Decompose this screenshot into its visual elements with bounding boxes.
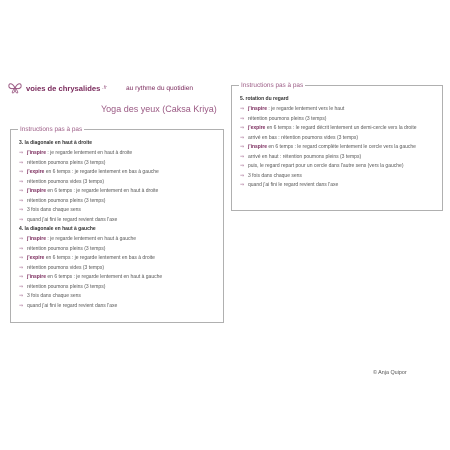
instruction-item — [240, 173, 436, 179]
instruction-keyword: j'expire — [248, 125, 266, 131]
arrow-icon: ⇒ — [240, 134, 245, 141]
instruction-item — [240, 106, 436, 112]
section-title: 4. la diagonale en haut à gauche — [19, 226, 96, 232]
tagline: au rythme du quotidien — [126, 85, 194, 92]
arrow-icon: ⇒ — [19, 236, 24, 242]
instruction-text: : je regarde lentement en haut à droite — [45, 150, 133, 156]
instruction-item — [19, 150, 217, 156]
instruction-keyword: j'inspire — [27, 188, 46, 194]
brand-logo — [8, 80, 122, 96]
instruction-item — [19, 284, 217, 290]
arrow-icon: ⇒ — [19, 178, 24, 185]
instruction-item — [240, 125, 436, 131]
section-title: 5. rotation du regard — [240, 96, 289, 102]
arrow-icon: ⇒ — [19, 264, 24, 271]
instruction-text: rétention poumons vides (3 temps) — [27, 264, 104, 271]
instruction-item — [240, 163, 436, 169]
arrow-icon: ⇒ — [19, 245, 24, 252]
arrow-icon: ⇒ — [19, 302, 24, 309]
instruction-text: 3 fois dans chaque sens — [27, 293, 81, 299]
instruction-text: quand j'ai fini le regard revient dans l'axe — [248, 182, 339, 188]
box-legend: Instructions pas à pas — [20, 126, 83, 133]
instructions-box-left — [10, 126, 224, 323]
brand-name: voies de chrysalides — [26, 83, 101, 93]
instruction-item — [240, 182, 436, 188]
instruction-item — [19, 179, 217, 185]
instruction-text: en 6 temps : je regarde lentement en bas à gauche — [44, 169, 159, 175]
instructions-content — [240, 96, 436, 192]
instruction-text: rétention poumons pleins (3 temps) — [27, 197, 106, 204]
arrow-icon: ⇒ — [19, 159, 24, 166]
instruction-item — [19, 274, 217, 280]
instruction-item — [19, 265, 217, 271]
arrow-icon: ⇒ — [240, 182, 245, 188]
instruction-text: rétention poumons pleins (3 temps) — [27, 283, 106, 290]
butterfly-icon — [8, 82, 22, 94]
brand-suffix: .fr — [102, 85, 107, 91]
arrow-icon: ⇒ — [240, 172, 245, 179]
instruction-keyword: j'expire — [27, 255, 45, 261]
instruction-text: 3 fois dans chaque sens — [248, 172, 302, 179]
arrow-icon: ⇒ — [19, 207, 24, 213]
instruction-item — [19, 255, 217, 261]
arrow-icon: ⇒ — [19, 169, 24, 175]
instruction-text: en 6 temps : je regarde lentement en bas à droite — [44, 255, 155, 261]
arrow-icon: ⇒ — [19, 274, 24, 280]
instruction-text: : je regarde lentement en haut à gauche — [45, 236, 137, 242]
instruction-item — [19, 293, 217, 299]
instruction-item — [240, 135, 436, 141]
copyright-notice: © Anja Quipor — [373, 370, 407, 376]
arrow-icon: ⇒ — [19, 150, 24, 156]
arrow-icon: ⇒ — [19, 283, 24, 290]
instruction-text: en 6 temps : le regard complète lentement le cercle vers la gauche — [266, 144, 416, 150]
instruction-keyword: j'inspire — [27, 274, 46, 280]
arrow-icon: ⇒ — [240, 115, 245, 122]
instruction-item — [240, 144, 436, 150]
instruction-text: rétention poumons vides (3 temps) — [27, 178, 104, 185]
instruction-item — [19, 169, 217, 175]
instruction-item — [19, 198, 217, 204]
instruction-text: rétention poumons pleins (3 temps) — [27, 245, 106, 252]
instruction-keyword: j'inspire — [248, 106, 267, 112]
instruction-item — [19, 236, 217, 242]
instructions-box-right — [231, 82, 443, 211]
instruction-keyword: j'inspire — [248, 144, 267, 150]
instruction-item — [19, 207, 217, 213]
instruction-text: : je regarde lentement vers le haut — [266, 106, 345, 112]
instruction-text: en 6 temps : je regarde lentement en haut à droite — [45, 188, 159, 194]
instruction-text: en 6 temps : je regarde lentement en haut à gauche — [45, 274, 163, 280]
instructions-content — [19, 140, 217, 312]
instruction-keyword: j'expire — [27, 169, 45, 175]
arrow-icon: ⇒ — [240, 106, 245, 112]
arrow-icon: ⇒ — [19, 293, 24, 299]
instruction-item — [19, 160, 217, 166]
instruction-text: quand j'ai fini le regard revient dans l'axe — [27, 216, 118, 223]
arrow-icon: ⇒ — [240, 153, 245, 160]
section-title: 3. la diagonale en haut à droite — [19, 140, 93, 146]
page-subtitle: Yoga des yeux (Caksa Kriya) — [101, 104, 217, 114]
instruction-text: 3 fois dans chaque sens — [27, 207, 81, 213]
instruction-text: en 6 temps : le regard décrit lentement un demi-cercle vers la droite — [265, 125, 417, 131]
arrow-icon: ⇒ — [240, 125, 245, 131]
instruction-text: puis, le regard repart pour un cercle dans l'autre sens (vers la gauche) — [248, 163, 404, 169]
instruction-text: arrivé en haut : rétention poumons pleins (3 temps) — [248, 153, 362, 160]
arrow-icon: ⇒ — [19, 188, 24, 194]
arrow-icon: ⇒ — [240, 144, 245, 150]
arrow-icon: ⇒ — [19, 197, 24, 204]
instruction-item — [240, 154, 436, 160]
instruction-item — [240, 116, 436, 122]
box-legend: Instructions pas à pas — [241, 82, 304, 89]
instruction-item — [19, 303, 217, 309]
arrow-icon: ⇒ — [240, 163, 245, 169]
arrow-icon: ⇒ — [19, 255, 24, 261]
instruction-item — [19, 246, 217, 252]
instruction-item — [19, 217, 217, 223]
instruction-text: rétention poumons pleins (3 temps) — [248, 115, 327, 122]
instruction-keyword: j'inspire — [27, 236, 46, 242]
instruction-text: arrivé en bas : rétention poumons vides (3 temps) — [248, 134, 359, 141]
instruction-text: rétention poumons pleins (3 temps) — [27, 159, 106, 166]
instruction-text: quand j'ai fini le regard revient dans l'axe — [27, 302, 118, 309]
instruction-keyword: j'inspire — [27, 150, 46, 156]
instruction-item — [19, 188, 217, 194]
arrow-icon: ⇒ — [19, 216, 24, 223]
